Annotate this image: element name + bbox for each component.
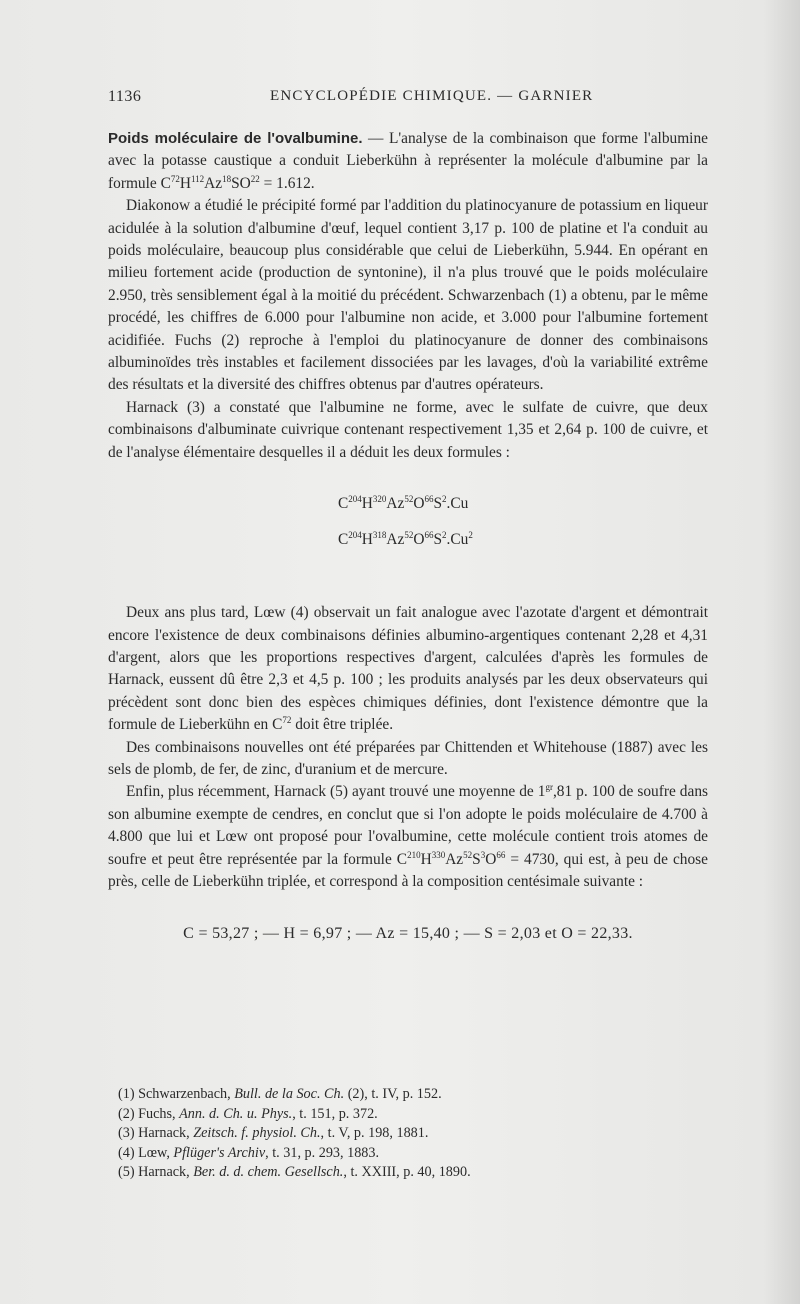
- formula-copper-2: $C^{204}H^{318}Az^{52}O^{66}S^2.Cu^2$: [338, 530, 473, 549]
- spacer: [108, 558, 708, 602]
- centesimal-composition: C = 53,27 ; — H = 6,97 ; — Az = 15,40 ; — S = 2,03 et O = 22,33.: [183, 925, 633, 943]
- running-title: ENCYCLOPÉDIE CHIMIQUE. — GARNIER: [270, 88, 594, 104]
- formula-block: [338, 486, 708, 558]
- paragraph-harnack-sulfur: Enfin, plus récemment, Harnack (5) ayant trouvé une moyenne de $1^{gr},81$ p. 100 de soufre dans son albumine exempte de cendres, en conclut que si l'on adopte le poids moléculaire de 4.700 à 4.800 que lui et Lœw ont proposé pour l'ovalbumine, cette molécule contient trois atomes de soufre et peut être représentée par la formule $C^{210}H^{330}Az^{52}S^3O^{66} = 4730$, qui est, à peu de chose près, celle de Lieberkühn triplée, et correspond à la composition centésimale suivante :: [108, 782, 708, 890]
- paragraph-lieberkuhn: Poids moléculaire de l'ovalbumine. — L'analyse de la combinaison que forme l'albumine avec la potasse caustique a conduit Lieberkühn à représenter la molécule d'albumine par la formule $C^{72}H^{112}Az^{18}SO^{22} = 1.612$.: [108, 130, 708, 192]
- paragraph-loew: Deux ans plus tard, Lœw (4) observait un fait analogue avec l'azotate d'argent et démontrait encore l'existence de deux combinaisons définies albumino-argentiques contenant 2,28 et 4,31 d'argent, alors que les proportions respectives d'argent, calculées d'après les formules de Harnack, eussent dû être 2,3 et 4,5 p. 100 ; les produits analysés par les deux observateurs qui précèdent sont donc bien des espèces chimiques définies, dont l'existence démontre que la formule de Lieberkühn en $C^{72}$ doit être triplée.: [108, 604, 708, 734]
- paragraph-diakonow: Diakonow a étudié le précipité formé par l'addition du platinocyanure de potassium en liqueur acidulée à la solution d'albumine d'œuf, lequel contient 3,17 p. 100 de platine et l'a conduit au poids moléculaire, beaucoup plus considérable que celui de Lieberkühn, 5.944. En opérant en milieu fortement acide (production de syntonine), il n'a plus trouvé que le poids moléculaire 2.950, très sensiblement égal à la moitié du précédent. Schwarzenbach (1) a obtenu, par le même procédé, les chiffres de 6.000 pour l'albumine non acide, et 3.000 pour l'albumine fortement acidifiée. Fuchs (2) reproche à l'emploi du platinocyanure de donner des combinaisons albuminoïdes très instables et facilement dissociées par les lavages, d'où la variabilité extrême des résultats et la diversité des chiffres obtenus par d'autres opérateurs.: [108, 197, 708, 394]
- page-edge-shadow: [764, 0, 800, 1304]
- paragraph-harnack: Harnack (3) a constaté que l'albumine ne forme, avec le sulfate de cuivre, que deux combinaisons d'albuminate cuivrique contenant respectivement 1,35 et 2,64 p. 100 de cuivre, et de l'analyse élémentaire desquelles il a déduit les deux formules :: [108, 398, 708, 461]
- page-body: [108, 128, 708, 946]
- section-title: Poids moléculaire de l'ovalbumine.: [108, 130, 363, 147]
- paragraph-chittenden: Des combinaisons nouvelles ont été préparées par Chittenden et Whitehouse (1887) avec les sels de plomb, de fer, de zinc, d'uranium et de mercure.: [108, 738, 708, 778]
- footnotes: [118, 1085, 678, 1183]
- page-number: 1136: [108, 88, 142, 105]
- formula-copper-1: $C^{204}H^{320}Az^{52}O^{66}S^2.Cu$: [338, 494, 469, 513]
- footnote-5: (5) Harnack, Ber. d. d. chem. Gesellsch., t. XXIII, p. 40, 1890.: [118, 1164, 471, 1181]
- footnote-3: (3) Harnack, Zeitsch. f. physiol. Ch., t. V, p. 198, 1881.: [118, 1125, 429, 1142]
- footnote-2: (2) Fuchs, Ann. d. Ch. u. Phys., t. 151, p. 372.: [118, 1105, 378, 1122]
- footnote-1: (1) Schwarzenbach, Bull. de la Soc. Ch. (2), t. IV, p. 152.: [118, 1086, 442, 1102]
- footnote-4: (4) Lœw, Pflüger's Archiv, t. 31, p. 293, 1883.: [118, 1144, 380, 1161]
